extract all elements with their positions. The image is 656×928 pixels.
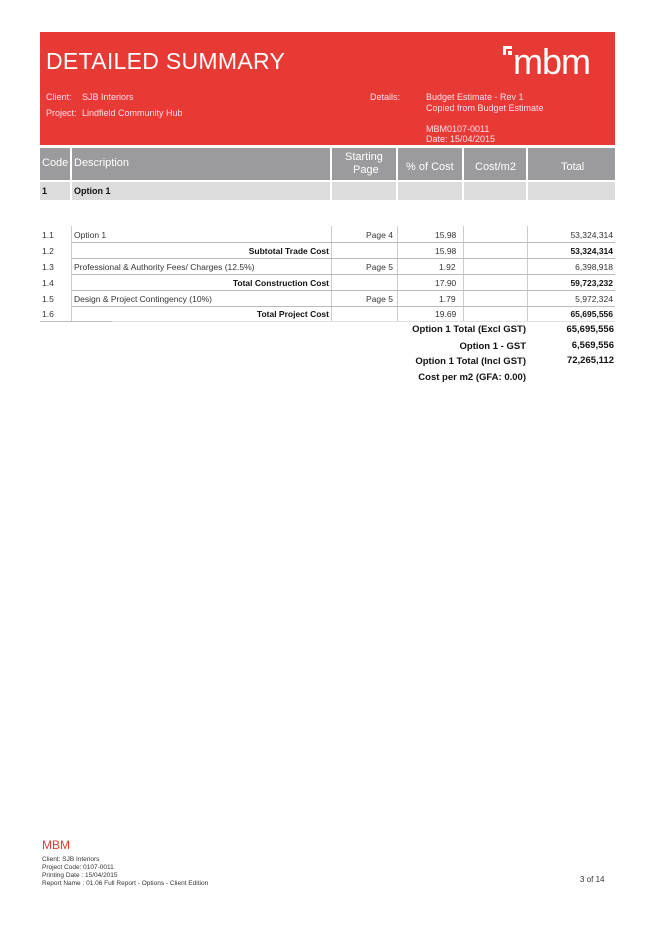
details-line-1: Budget Estimate - Rev 1 bbox=[426, 92, 524, 102]
gst-label: Option 1 - GST bbox=[459, 341, 526, 352]
mbm-logo bbox=[503, 42, 608, 82]
estimate-code: MBM0107-0011 bbox=[426, 124, 490, 134]
total-incl-gst-label: Option 1 Total (Incl GST) bbox=[415, 356, 526, 367]
project-value: Lindfield Community Hub bbox=[82, 108, 183, 118]
client-label: Client: bbox=[46, 92, 72, 102]
table-row: 1.1 Option 1 Page 4 15.98 53,324,314 bbox=[40, 227, 615, 242]
total-excl-gst-label: Option 1 Total (Excl GST) bbox=[412, 324, 526, 335]
col-header-code: Code bbox=[40, 148, 70, 180]
page-title: DETAILED SUMMARY bbox=[46, 48, 286, 74]
details-label: Details: bbox=[370, 92, 401, 102]
gst-value: 6,569,556 bbox=[571, 340, 614, 351]
project-label: Project: bbox=[46, 108, 77, 118]
total-incl-gst-value: 72,265,112 bbox=[566, 355, 614, 366]
estimate-date: Date: 15/04/2015 bbox=[426, 134, 496, 144]
footer-client: Client: SJB Interiors bbox=[42, 856, 100, 863]
client-value: SJB Interiors bbox=[82, 92, 134, 102]
table-row: 1.2 Subtotal Trade Cost 15.98 53,324,314 bbox=[40, 243, 615, 258]
col-header-cost-m2: Cost/m2 bbox=[464, 148, 526, 180]
total-excl-gst-value: 65,695,556 bbox=[566, 324, 614, 335]
footer-report-name: Report Name : 01.06 Full Report - Options - Client Edition bbox=[42, 880, 209, 887]
details-line-2: Copied from Budget Estimate bbox=[426, 103, 544, 113]
cost-per-m2-label: Cost per m2 (GFA: 0.00) bbox=[418, 372, 526, 383]
table-row: 1.5 Design & Project Contingency (10%) Page 5 1.79 5,972,324 bbox=[40, 291, 615, 306]
table-row: 1.6 Total Project Cost 19.69 65,695,556 bbox=[40, 306, 615, 321]
col-header-starting-page: Starting Page bbox=[332, 148, 396, 180]
group-row-label: Option 1 bbox=[72, 182, 330, 200]
logo-text: mbm bbox=[513, 41, 590, 82]
col-header-pct-cost: % of Cost bbox=[398, 148, 462, 180]
col-header-description: Description bbox=[72, 148, 330, 180]
footer-project-code: Project Code: 0107-0011 bbox=[42, 864, 114, 871]
table-row: 1.3 Professional & Authority Fees/ Charges (12.5%) Page 5 1.92 6,398,918 bbox=[40, 259, 615, 274]
col-header-total: Total bbox=[528, 148, 615, 180]
page-number: 3 of 14 bbox=[580, 875, 605, 884]
footer-brand: MBM bbox=[42, 838, 70, 852]
report-header-banner bbox=[40, 32, 615, 145]
table-row: 1.4 Total Construction Cost 17.90 59,723,232 bbox=[40, 275, 615, 290]
footer-printing-date: Printing Date : 15/04/2015 bbox=[42, 872, 118, 879]
group-row-code: 1 bbox=[40, 182, 70, 200]
